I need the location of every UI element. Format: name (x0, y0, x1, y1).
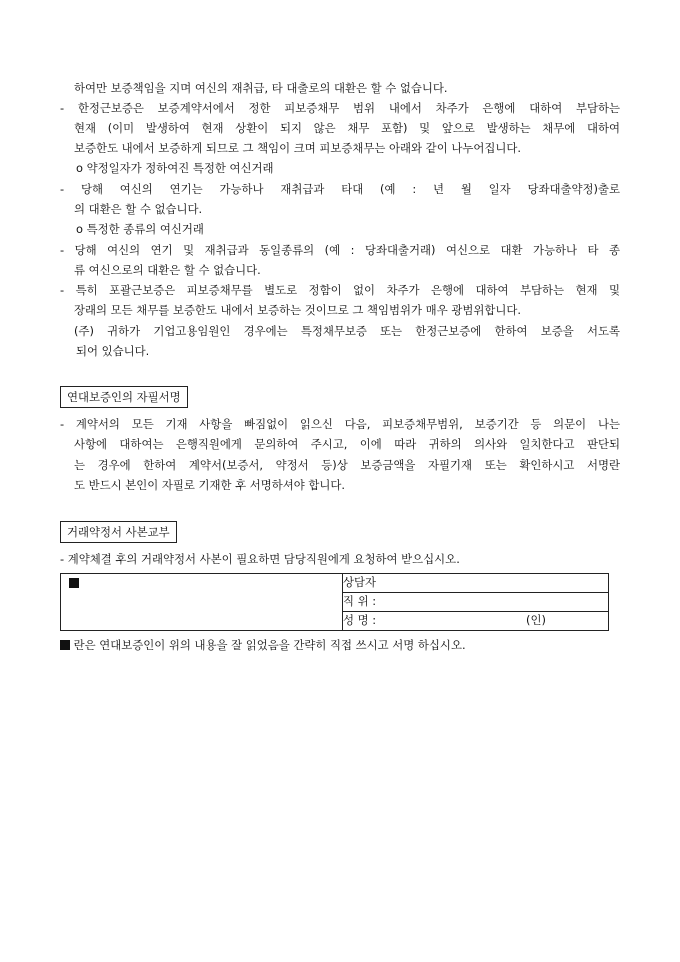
black-square-icon (60, 640, 70, 650)
sub-item-line: o 약정일자가 정하여진 특정한 여신거래 (76, 161, 274, 175)
paragraph-line: 하여만 보증책임을 지며 여신의 재취급, 타 대출로의 대환은 할 수 없습니다. (74, 81, 448, 95)
paragraph-line: 사항에 대하여는 은행직원에게 문의하여 주시고, 이에 따라 귀하의 의사와 일치한다고 판단되 (74, 437, 620, 451)
note-line: (주) 귀하가 기업고용임원인 경우에는 특정채무보증 또는 한정근보증에 한하여 보증을 서도록 (74, 324, 620, 338)
black-square-icon (69, 578, 79, 588)
counselor-label: 상담자 (343, 575, 377, 589)
paragraph-line: - 당해 여신의 연기는 가능하나 재취급과 타대 (예 : 년 월 일자 당좌대출약정)출로 (60, 182, 620, 196)
section-title-agreement-copy: 거래약정서 사본교부 (60, 521, 177, 543)
name-cell[interactable] (343, 612, 609, 631)
sub-item-line: o 특정한 종류의 여신거래 (76, 222, 204, 236)
footnote-text: 란은 연대보증인이 위의 내용을 잘 읽었음을 간략히 직접 쓰시고 서명 하십시오. (73, 638, 466, 652)
name-label: 성 명 : (343, 613, 377, 627)
paragraph-line: - 계약서의 모든 기재 사항을 빠짐없이 읽으신 다음, 피보증채무범위, 보증기간 등 의문이 나는 (60, 417, 620, 431)
paragraph-line: 는 경우에 한하여 계약서(보증서, 약정서 등)상 보증금액을 자필기재 또는 확인하시고 서명란 (74, 458, 620, 472)
paragraph-line: 의 대환은 할 수 없습니다. (74, 202, 203, 216)
section-title-joint-guarantor-signature: 연대보증인의 자필서명 (60, 386, 188, 408)
counselor-cell (343, 574, 609, 593)
paragraph-line: - 계약체결 후의 거래약정서 사본이 필요하면 담당직원에게 요청하여 받으십시오. (60, 552, 460, 566)
footnote (60, 637, 466, 653)
seal-label: (인) (526, 613, 546, 627)
signature-table (60, 573, 609, 631)
paragraph-line: - 특히 포괄근보증은 피보증채무를 별도로 정함이 없이 차주가 은행에 대하여 부담하는 현재 및 (60, 283, 620, 297)
paragraph-line: 도 반드시 본인이 자필로 기재한 후 서명하셔야 합니다. (74, 478, 346, 492)
position-cell[interactable] (343, 593, 609, 612)
position-label: 직 위 : (343, 594, 377, 608)
paragraph-line: 보증한도 내에서 보증하게 되므로 그 책임이 크며 피보증채무는 아래와 같이 나누어집니다. (74, 141, 521, 155)
paragraph-line: - 한정근보증은 보증계약서에서 정한 피보증채무 범위 내에서 차주가 은행에 대하여 부담하는 (60, 101, 620, 115)
paragraph-line: 장래의 모든 채무를 보증한도 내에서 보증하는 것이므로 그 책임범위가 매우 광범위합니다. (74, 303, 521, 317)
paragraph-line: 현재 (이미 발생하여 현재 상환이 되지 않은 채무 포함) 및 앞으로 발생하는 채무에 대하여 (74, 121, 620, 135)
paragraph-line: - 당해 여신의 연기 및 재취급과 동일종류의 (예 : 당좌대출거래) 여신으로 대환 가능하나 타 종 (60, 243, 620, 257)
handwriting-field[interactable] (61, 574, 343, 631)
paragraph-line: 류 여신으로의 대환은 할 수 없습니다. (74, 263, 261, 277)
note-line: 되어 있습니다. (76, 344, 150, 358)
